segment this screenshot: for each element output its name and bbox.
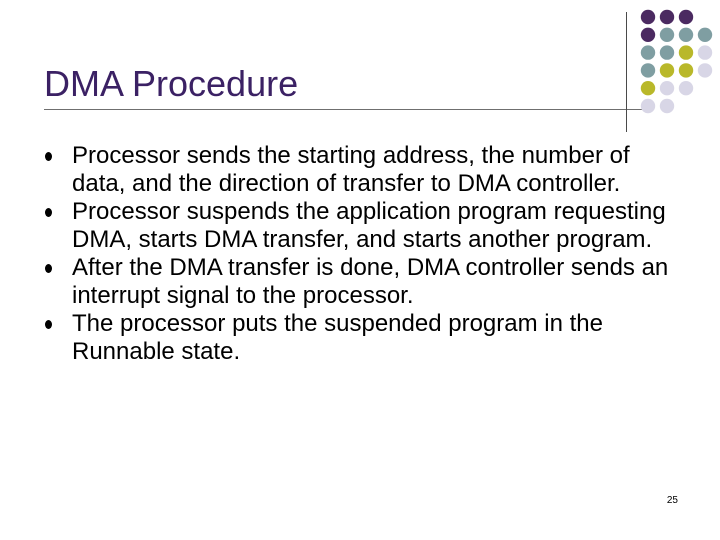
decorative-dot xyxy=(641,45,655,59)
decorative-dot xyxy=(641,81,655,95)
vertical-divider xyxy=(626,12,627,132)
page-number: 25 xyxy=(666,495,678,506)
title-divider xyxy=(44,109,652,110)
decorative-dot xyxy=(660,81,674,95)
bullet-dot-icon xyxy=(45,152,52,161)
decorative-dot xyxy=(679,10,693,24)
bullet-item xyxy=(44,254,684,310)
bullet-list xyxy=(44,142,684,366)
bullet-text: Processor sends the starting address, the number of data, and the direction of transfer to DMA controller. xyxy=(72,142,630,197)
decorative-dot xyxy=(660,99,674,113)
decorative-dot xyxy=(698,63,712,77)
decorative-dot xyxy=(641,28,655,42)
decorative-dot xyxy=(698,45,712,59)
decorative-dot-grid xyxy=(639,8,720,120)
decorative-dot xyxy=(641,63,655,77)
decorative-dot xyxy=(679,28,693,42)
decorative-dot xyxy=(641,99,655,113)
bullet-text: After the DMA transfer is done, DMA controller sends an interrupt signal to the processor. xyxy=(72,254,669,309)
decorative-dot xyxy=(660,45,674,59)
bullet-text: The processor puts the suspended program in the Runnable state. xyxy=(72,310,603,365)
bullet-dot-icon xyxy=(45,208,52,217)
decorative-dot xyxy=(660,63,674,77)
bullet-item xyxy=(44,310,684,366)
bullet-item xyxy=(44,142,684,198)
bullet-dot-icon xyxy=(45,320,52,329)
bullet-text: Processor suspends the application program requesting DMA, starts DMA transfer, and starts another program. xyxy=(72,198,666,253)
decorative-dot xyxy=(660,28,674,42)
bullet-dot-icon xyxy=(45,264,52,273)
decorative-dot xyxy=(660,10,674,24)
decorative-dot xyxy=(698,28,712,42)
decorative-dot xyxy=(679,81,693,95)
decorative-dot xyxy=(679,45,693,59)
bullet-item xyxy=(44,198,684,254)
decorative-dot xyxy=(641,10,655,24)
decorative-dot xyxy=(679,63,693,77)
slide-title: DMA Procedure xyxy=(44,63,299,104)
